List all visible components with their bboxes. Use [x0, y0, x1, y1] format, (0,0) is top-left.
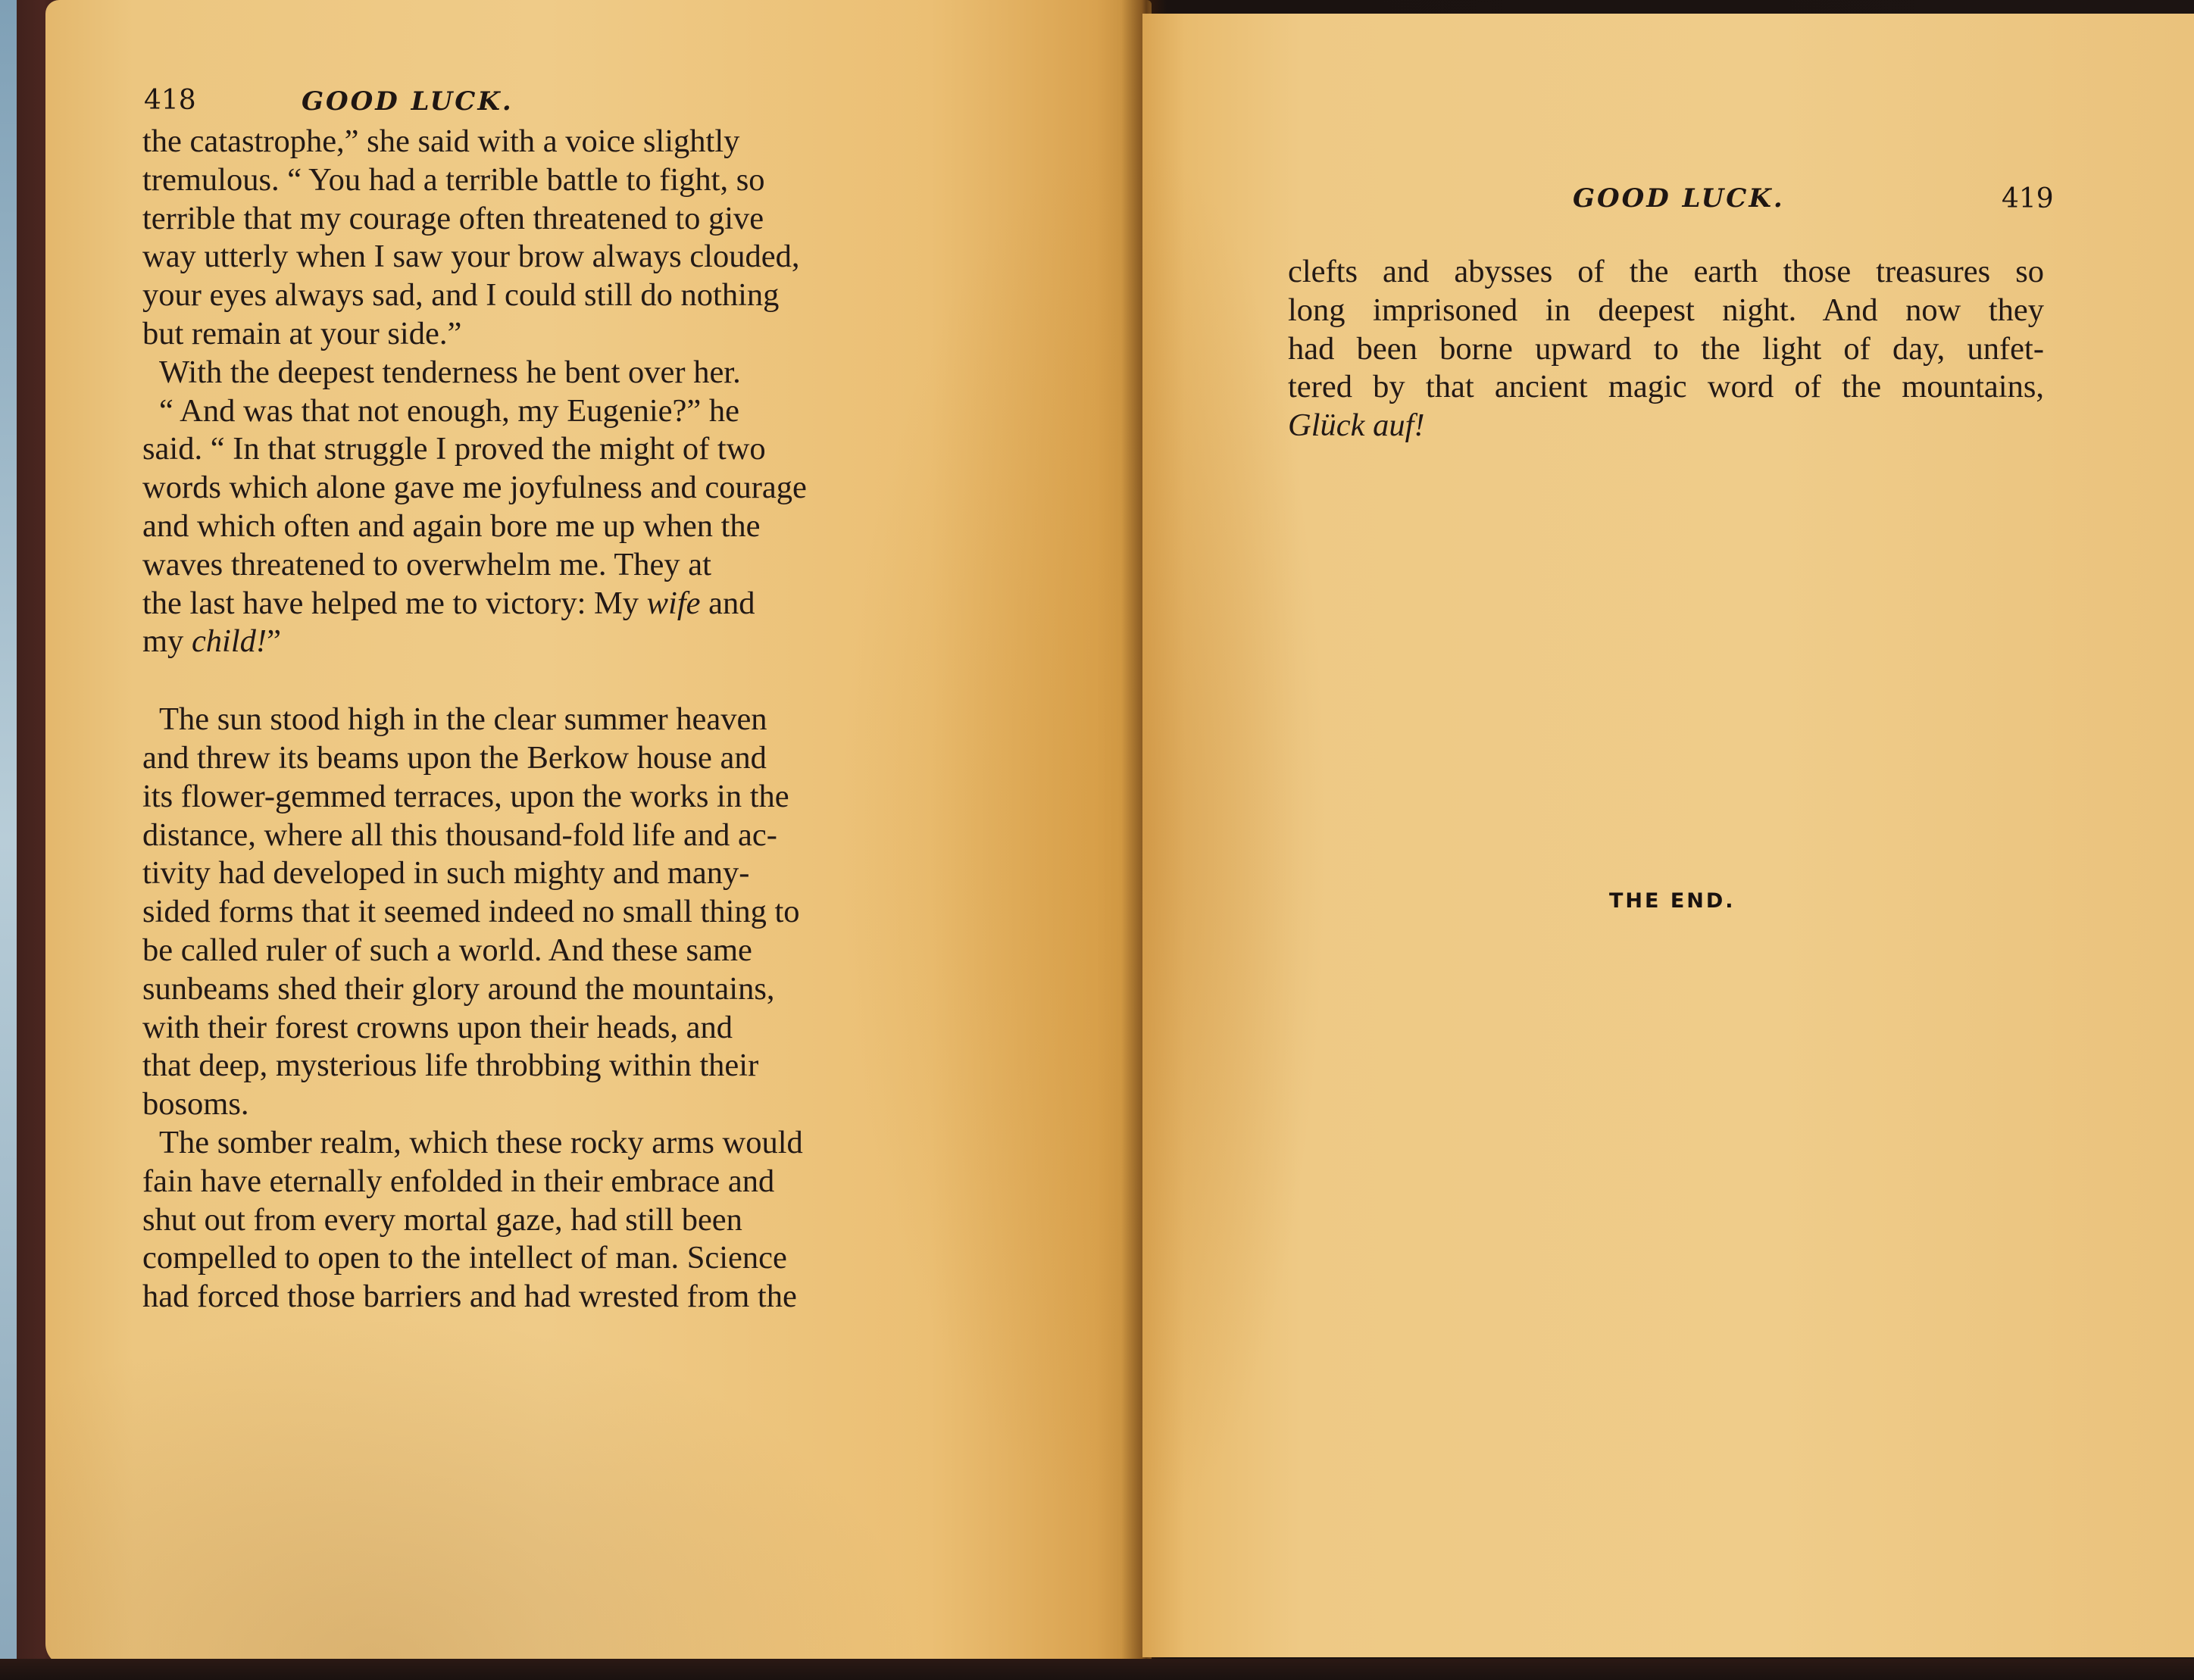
text-line: that deep, mysterious life throbbing within their [142, 1048, 759, 1084]
text-line: way utterly when I saw your brow always clouded, [142, 239, 800, 275]
bottom-binding-edge [0, 1659, 2194, 1680]
text-fragment: and [708, 585, 755, 621]
text-line: long imprisoned in deepest night. And now they [1288, 292, 2044, 328]
italic-wife: wife [646, 585, 701, 621]
text-line: its flower-gemmed terraces, upon the works in the [142, 778, 789, 814]
section-break [142, 661, 595, 701]
text-line: The sun stood high in the clear summer heaven [159, 701, 767, 738]
text-line: With the deepest tenderness he bent over her. [159, 354, 741, 390]
text-line: words which alone gave me joyfulness and courage [142, 470, 807, 506]
text-line: bosoms. [142, 1086, 249, 1123]
paragraph-eugenie [142, 392, 807, 662]
left-page-body [142, 123, 807, 1316]
text-line: and which often and again bore me up when the [142, 507, 761, 544]
text-line: said. “ In that struggle I proved the might of two [142, 431, 766, 467]
left-running-head: GOOD LUCK. [302, 86, 514, 117]
text-line-gluck-auf [1288, 407, 2044, 445]
right-page [1142, 14, 2194, 1657]
text-line: tivity had developed in such mighty and many- [142, 855, 750, 892]
text-line: be called ruler of such a world. And these same [142, 932, 752, 968]
text-line: distance, where all this thousand-fold life and ac- [142, 817, 777, 853]
text-line: The somber realm, which these rocky arms would [159, 1124, 803, 1160]
italic-child: child! [191, 623, 267, 660]
text-line: but remain at your side.” [142, 315, 462, 351]
text-line: and threw its beams upon the Berkow house and [142, 739, 767, 776]
text-line: waves threatened to overwhelm me. They at [142, 546, 711, 582]
text-line: your eyes always sad, and I could still do nothing [142, 277, 780, 314]
text-line: compelled to open to the intellect of man. Science [142, 1240, 787, 1276]
text-fragment: my [142, 623, 184, 660]
text-line-wife [142, 585, 755, 623]
italic-gluck-auf: Glück auf! [1288, 408, 1425, 444]
right-running-head: GOOD LUCK. [1573, 183, 1785, 214]
paragraph-sun [142, 701, 800, 1124]
right-page-body [1288, 253, 2044, 445]
text-line-child [142, 623, 595, 661]
text-line: fain have eternally enfolded in their embrace and [142, 1163, 775, 1199]
left-page-number: 418 [144, 85, 196, 116]
text-line: had been borne upward to the light of day, unfet- [1288, 330, 2044, 367]
text-line: had forced those barriers and had wrested from the [142, 1279, 797, 1315]
text-line: with their forest crowns upon their heads, and [142, 1009, 733, 1045]
paragraph-tenderness [142, 354, 741, 392]
closing-quote: ” [267, 623, 281, 660]
scan-background-strip [0, 0, 17, 1680]
text-line: clefts and abysses of the earth those treasures so [1288, 254, 2044, 289]
left-page [45, 0, 1152, 1666]
the-end-label: THE END. [1609, 889, 1736, 913]
text-line: terrible that my courage often threatened to give [142, 200, 764, 236]
text-line: “ And was that not enough, my Eugenie?” he [159, 392, 739, 429]
text-line: shut out from every mortal gaze, had still been [142, 1201, 742, 1238]
text-line: the catastrophe,” she said with a voice slightly [142, 123, 740, 159]
text-line: tered by that ancient magic word of the mountains, [1288, 369, 2044, 405]
text-line: sided forms that it seemed indeed no small thing to [142, 894, 800, 930]
paragraph-somber-realm [142, 1124, 803, 1316]
text-fragment: the last have helped me to victory: My [142, 585, 639, 621]
paragraph-catastrophe [142, 123, 800, 354]
right-page-number: 419 [2002, 183, 2054, 214]
text-line: sunbeams shed their glory around the mountains, [142, 970, 775, 1007]
text-line: tremulous. “ You had a terrible battle to fight, so [142, 161, 765, 198]
